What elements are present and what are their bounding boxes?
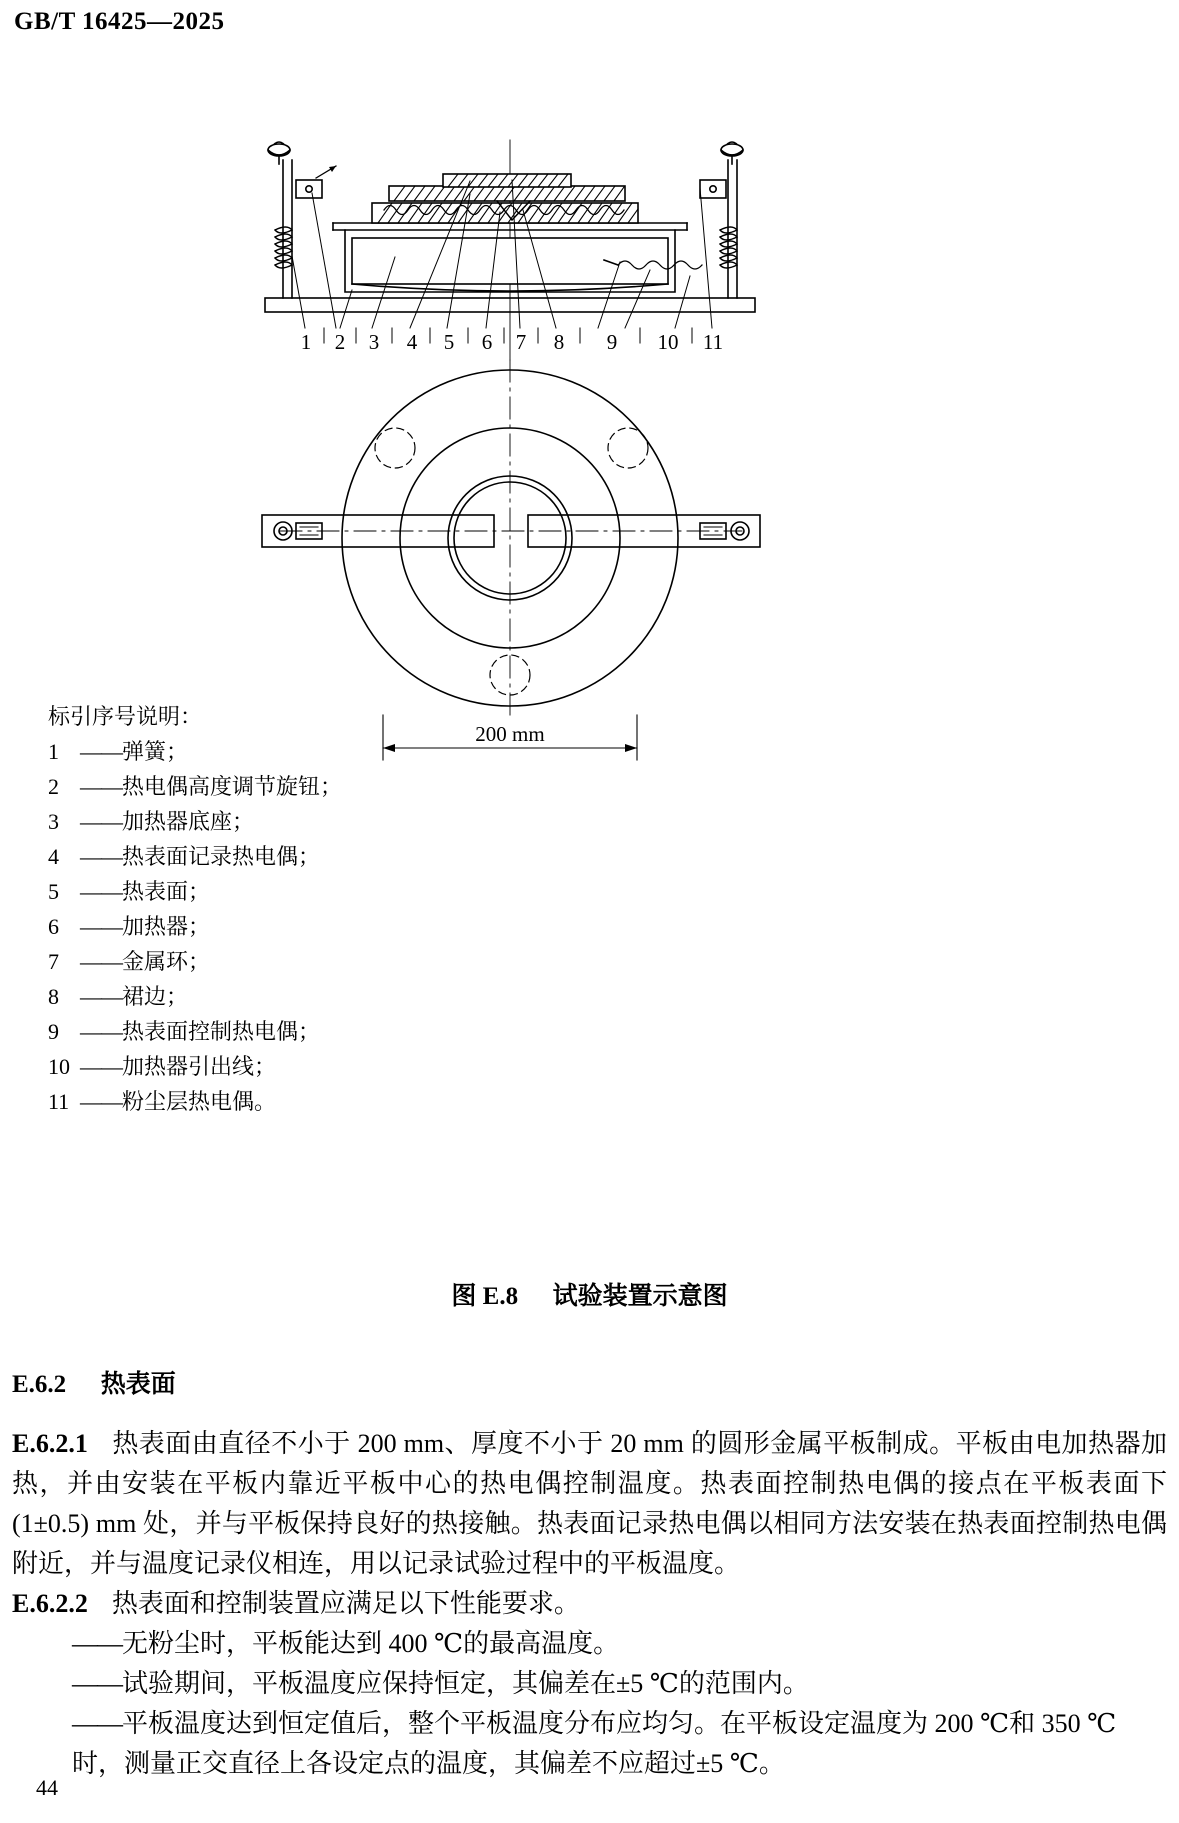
legend-item-dash: —— [80, 879, 122, 904]
legend-item-1 [48, 741, 568, 763]
legend-item-5 [48, 881, 568, 903]
requirement-text: 平板温度达到恒定值后，整个平板温度分布应均匀。在平板设定温度为 200 ℃和 350 ℃时，测量正交直径上各设定点的温度，其偏差不应超过±5 ℃。 [72, 1709, 1117, 1778]
requirement-text: 无粉尘时，平板能达到 400 ℃的最高温度。 [122, 1629, 620, 1658]
clause-number-e622: E.6.2.2 [12, 1589, 88, 1618]
legend-item-dash: —— [80, 809, 122, 834]
callout-label-8: 8 [553, 330, 565, 354]
legend-item-label: 热表面； [122, 879, 211, 904]
legend-item-dash: —— [80, 1019, 122, 1044]
legend-item-2 [48, 776, 568, 798]
requirement-text: 试验期间，平板温度应保持恒定，其偏差在±5 ℃的范围内。 [122, 1669, 809, 1698]
clause-body-e622: 热表面和控制装置应满足以下性能要求。 [111, 1589, 580, 1618]
legend-item-label: 加热器引出线； [122, 1054, 277, 1079]
requirement-item-3 [12, 1704, 1167, 1784]
legend-item-10 [48, 1056, 568, 1078]
legend-item-number: 10 [48, 1054, 70, 1079]
legend-item-4 [48, 846, 568, 868]
requirement-dash: —— [72, 1629, 122, 1658]
legend-item-number: 2 [48, 774, 59, 799]
requirement-item-1 [12, 1624, 1167, 1664]
legend-item-label: 热表面记录热电偶； [122, 844, 321, 869]
legend-item-label: 弹簧； [122, 739, 189, 764]
callout-label-7: 7 [515, 330, 527, 354]
figure-caption-label: 图 E.8 [451, 1283, 519, 1310]
clause-e6211-paragraph [12, 1424, 1167, 1584]
legend-item-number: 7 [48, 949, 59, 974]
legend-item-number: 11 [48, 1089, 70, 1114]
page-number: 44 [36, 1775, 58, 1800]
dimension-label-200mm: 200 mm [475, 722, 545, 746]
legend-item-number: 9 [48, 1019, 59, 1044]
legend-item-7 [48, 951, 568, 973]
figure-caption [0, 1276, 1179, 1312]
legend-title: 标引序号说明： [48, 704, 203, 729]
legend-item-label: 裙边； [122, 984, 189, 1009]
legend-item-6 [48, 916, 568, 938]
figure-caption-title: 试验装置示意图 [552, 1283, 728, 1310]
requirement-item-2 [12, 1664, 1167, 1704]
clause-e622-paragraph [12, 1584, 1167, 1624]
requirement-dash: —— [72, 1669, 122, 1698]
legend-item-label: 加热器； [122, 914, 211, 939]
callout-label-5: 5 [443, 330, 455, 354]
legend-item-number: 5 [48, 879, 59, 904]
legend-item-9 [48, 1021, 568, 1043]
callout-label-3: 3 [368, 330, 380, 354]
legend-item-dash: —— [80, 739, 122, 764]
legend-item-dash: —— [80, 844, 122, 869]
legend-item-3 [48, 811, 568, 833]
legend-item-11 [48, 1091, 568, 1113]
figure-legend [48, 706, 568, 1126]
callout-label-10: 10 [657, 330, 679, 354]
legend-item-number: 8 [48, 984, 59, 1009]
page-header-standard-code: GB/T 16425—2025 [14, 8, 225, 35]
legend-item-label: 金属环； [122, 949, 211, 974]
callout-label-9: 9 [606, 330, 618, 354]
legend-item-number: 1 [48, 739, 59, 764]
legend-item-number: 6 [48, 914, 59, 939]
clause-number-e621: E.6.2.1 [12, 1429, 88, 1458]
legend-item-number: 3 [48, 809, 59, 834]
legend-item-label: 加热器底座； [122, 809, 255, 834]
legend-item-dash: —— [80, 1054, 122, 1079]
callout-label-4: 4 [406, 330, 418, 354]
callout-label-11: 11 [702, 330, 724, 354]
clause-e622-requirement-list [12, 1624, 1167, 1784]
legend-item-dash: —— [80, 949, 122, 974]
section-heading-number: E.6.2 [12, 1371, 67, 1398]
section-heading-e62 [12, 1364, 176, 1400]
legend-item-dash: —— [80, 914, 122, 939]
legend-item-label: 热电偶高度调节旋钮； [122, 774, 343, 799]
requirement-dash: —— [72, 1709, 122, 1738]
legend-item-dash: —— [80, 774, 122, 799]
legend-item-dash: —— [80, 984, 122, 1009]
legend-item-label: 粉尘层热电偶。 [122, 1089, 277, 1114]
clause-body-e621: 热表面由直径不小于 200 mm、厚度不小于 20 mm 的圆形金属平板制成。平板由电加热器加热，并由安装在平板内靠近平板中心的热电偶控制温度。热表面控制热电偶的接点在平板表面下(1±0.5) mm 处，并与平板保持良好的热接触。热表面记录热电偶以相同方法安装在热表面控制热电偶附近，并与温度记录仪相连，用以记录试验过程中的平板温度。 [12, 1429, 1167, 1578]
callout-label-6: 6 [481, 330, 493, 354]
legend-item-8 [48, 986, 568, 1008]
callout-label-1: 1 [300, 330, 312, 354]
legend-item-number: 4 [48, 844, 59, 869]
callout-label-2: 2 [334, 330, 346, 354]
legend-item-label: 热表面控制热电偶； [122, 1019, 321, 1044]
section-heading-text: 热表面 [100, 1371, 176, 1398]
legend-item-dash: —— [80, 1089, 122, 1114]
